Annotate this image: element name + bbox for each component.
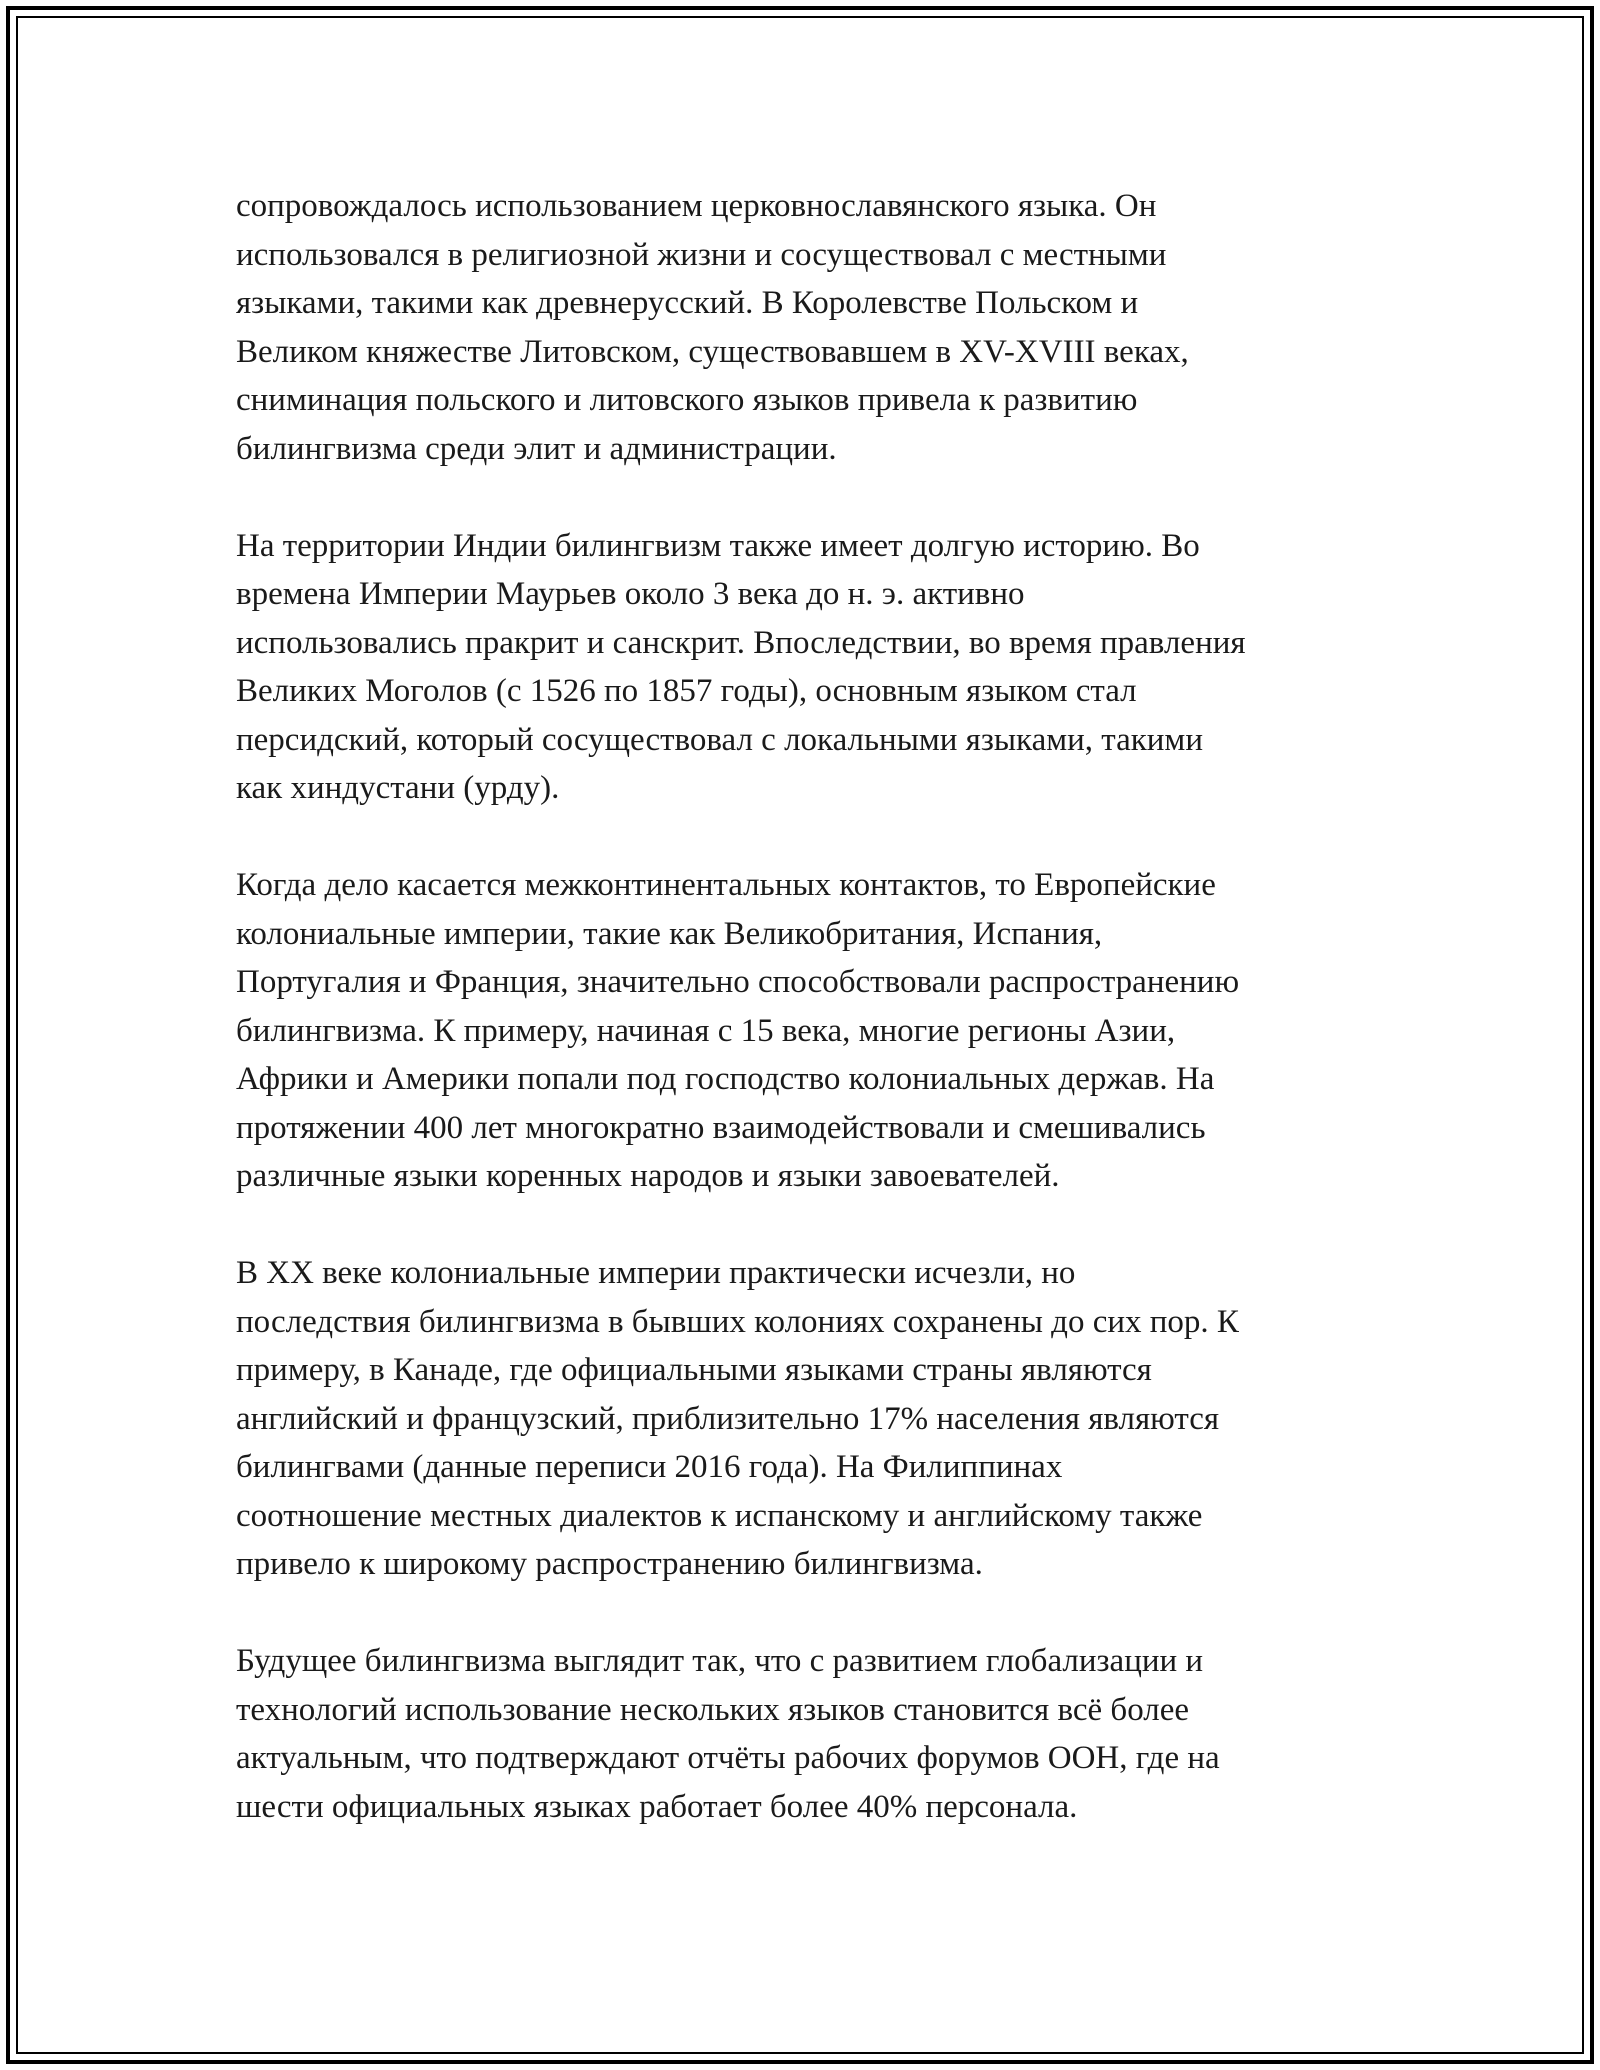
text-line: использовался в религиозной жизни и сосуществовал с местными <box>236 236 1167 273</box>
text-line: Великом княжестве Литовском, существовавшем в XV-XVIII веках, <box>236 333 1189 370</box>
text-line: шести официальных языках работает более 40% персонала. <box>236 1788 1078 1825</box>
text-line: последствия билингвизма в бывших колониях сохранены до сих пор. К <box>236 1303 1239 1340</box>
text-line: актуальным, что подтверждают отчёты рабочих форумов ООН, где на <box>236 1740 1220 1776</box>
text-line: привело к широкому распространению билингвизма. <box>236 1546 983 1582</box>
text-line: времена Империи Маурьев около 3 века до н. э. активно <box>236 576 1025 612</box>
text-line: В XX веке колониальные империи практически исчезли, но <box>236 1255 1076 1291</box>
document-body <box>236 182 1376 1831</box>
text-line: На территории Индии билингвизм также имеет долгую историю. Во <box>236 527 1200 564</box>
text-line: различные языки коренных народов и языки завоевателей. <box>236 1158 1060 1194</box>
text-line: Великих Моголов (с 1526 по 1857 годы), основным языком стал <box>236 673 1137 709</box>
text-line: технологий использование нескольких языков становится всё более <box>236 1691 1190 1728</box>
text-line: использовались пракрит и санскрит. Впоследствии, во время правления <box>236 624 1246 661</box>
text-line: протяжении 400 лет многократно взаимодействовали и смешивались <box>236 1109 1206 1146</box>
paragraph-3 <box>236 861 1376 1201</box>
text-line: Португалия и Франция, значительно способствовали распространению <box>236 964 1240 1000</box>
text-line: Африки и Америки попали под господство колониальных держав. На <box>236 1061 1215 1097</box>
text-line: Будущее билингвизма выглядит так, что с развитием глобализации и <box>236 1643 1204 1679</box>
text-line: билингвизма среди элит и администрации. <box>236 430 837 467</box>
text-line: персидский, который сосуществовал с локальными языками, такими <box>236 721 1203 758</box>
paragraph-1 <box>236 182 1376 473</box>
text-line: английский и французский, приблизительно 17% населения являются <box>236 1400 1220 1437</box>
paragraph-2 <box>236 522 1376 813</box>
text-line: Когда дело касается межконтинентальных контактов, то Европейские <box>236 867 1216 903</box>
text-line: как хиндустани (урду). <box>236 770 560 806</box>
text-line: колониальные империи, такие как Великобритания, Испания, <box>236 915 1103 952</box>
text-line: сниминация польского и литовского языков привела к развитию <box>236 382 1138 418</box>
text-line: примеру, в Канаде, где официальными языками страны являются <box>236 1352 1152 1388</box>
paragraph-4 <box>236 1249 1376 1589</box>
text-line: соотношение местных диалектов к испанскому и английскому также <box>236 1497 1203 1534</box>
paragraph-5 <box>236 1637 1376 1831</box>
text-line: языками, такими как древнерусский. В Королевстве Польском и <box>236 285 1139 321</box>
text-line: сопровождалось использованием церковнославянского языка. Он <box>236 188 1157 224</box>
text-line: билингвизма. К примеру, начиная с 15 века, многие регионы Азии, <box>236 1012 1176 1049</box>
text-line: билингвами (данные переписи 2016 года). На Филиппинах <box>236 1449 1063 1485</box>
